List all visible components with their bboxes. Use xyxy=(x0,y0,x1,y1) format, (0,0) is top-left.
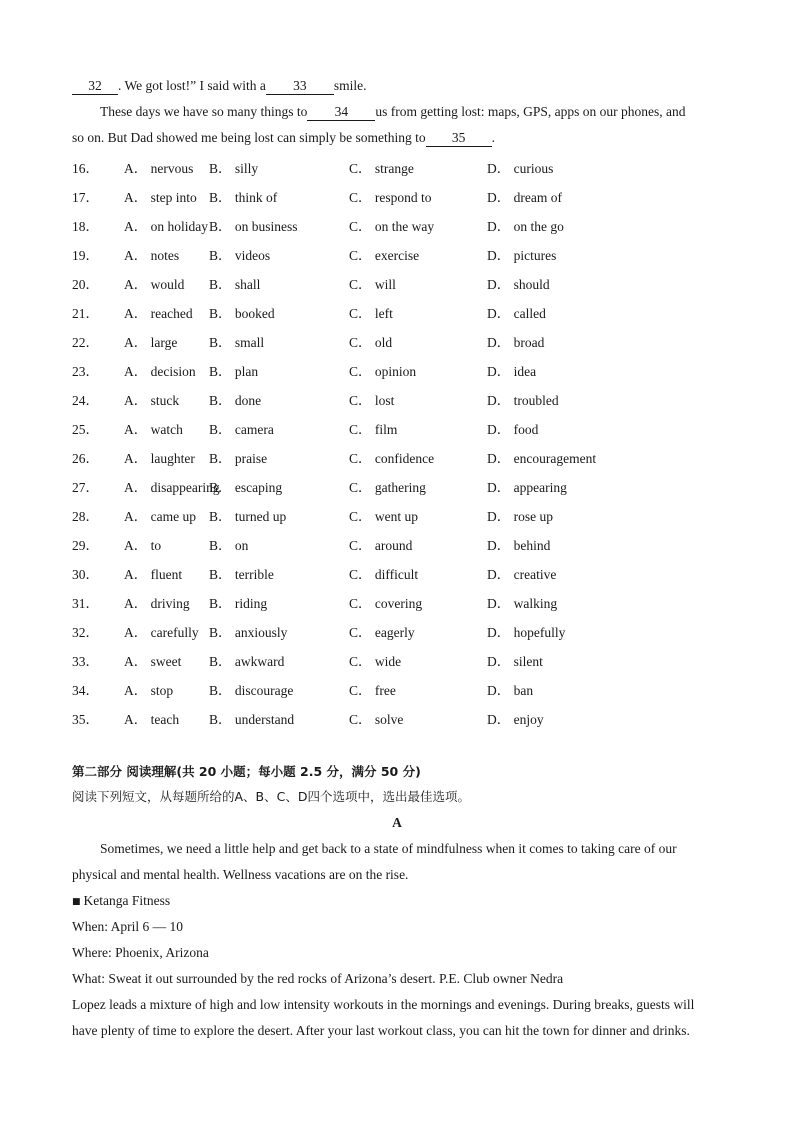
option-d[interactable]: D． should xyxy=(487,277,550,292)
option-b[interactable]: B． small xyxy=(209,335,265,350)
question-number: 28． xyxy=(72,509,99,524)
item-title: Ketanga Fitness xyxy=(83,893,171,908)
option-b[interactable]: B． riding xyxy=(209,596,268,611)
option-a[interactable]: A． large xyxy=(124,335,178,350)
question-row xyxy=(72,299,722,328)
cloze-line-3 xyxy=(72,126,722,150)
passage-label: A xyxy=(392,815,402,830)
option-d[interactable]: D． silent xyxy=(487,654,543,669)
option-c[interactable]: C． will xyxy=(349,277,396,292)
option-b[interactable]: B． camera xyxy=(209,422,274,437)
cloze-text: us from getting lost: maps, GPS, apps on our phones, and xyxy=(375,104,686,119)
option-d[interactable]: D． rose up xyxy=(487,509,553,524)
question-row xyxy=(72,154,722,183)
options-list xyxy=(72,154,722,734)
option-b[interactable]: B． plan xyxy=(209,364,259,379)
question-number: 25． xyxy=(72,422,99,437)
section-heading: 第二部分 阅读理解(共 20 小题；每小题 2.5 分，满分 50 分) xyxy=(72,764,421,779)
item-what-line: Lopez leads a mixture of high and low intensity workouts in the mornings and evenings. During breaks, guests will xyxy=(72,997,695,1012)
item-heading xyxy=(72,888,722,914)
option-a[interactable]: A． step into xyxy=(124,190,197,205)
blank-34[interactable]: 34 xyxy=(307,104,375,121)
question-row xyxy=(72,618,722,647)
option-c[interactable]: C． free xyxy=(349,683,396,698)
question-number: 26． xyxy=(72,451,99,466)
question-row xyxy=(72,473,722,502)
option-d[interactable]: D． walking xyxy=(487,596,558,611)
question-row xyxy=(72,328,722,357)
option-d[interactable]: D． behind xyxy=(487,538,551,553)
blank-35[interactable]: 35 xyxy=(426,130,492,147)
question-number: 22． xyxy=(72,335,99,350)
item-what-line: have plenty of time to explore the desert. After your last workout class, you can hit the town for dinner and drinks. xyxy=(72,1023,690,1038)
question-number: 32． xyxy=(72,625,99,640)
option-c[interactable]: C． eagerly xyxy=(349,625,415,640)
option-d[interactable]: D． enjoy xyxy=(487,712,544,727)
option-a[interactable]: A． nervous xyxy=(124,161,194,176)
option-b[interactable]: B． terrible xyxy=(209,567,274,582)
option-b[interactable]: B． awkward xyxy=(209,654,285,669)
question-row xyxy=(72,415,722,444)
question-row xyxy=(72,212,722,241)
option-c[interactable]: C． opinion xyxy=(349,364,417,379)
question-number: 23． xyxy=(72,364,99,379)
option-b[interactable]: B． booked xyxy=(209,306,275,321)
question-number: 33． xyxy=(72,654,99,669)
option-b[interactable]: B． understand xyxy=(209,712,295,727)
option-c[interactable]: C． went up xyxy=(349,509,418,524)
cloze-text: . We got lost!” I said with a xyxy=(118,78,266,93)
option-d[interactable]: D． dream of xyxy=(487,190,562,205)
question-number: 21． xyxy=(72,306,99,321)
option-a[interactable]: A． on holiday xyxy=(124,219,208,234)
option-b[interactable]: B． done xyxy=(209,393,262,408)
option-c[interactable]: C． respond to xyxy=(349,190,432,205)
question-row xyxy=(72,357,722,386)
question-row xyxy=(72,705,722,734)
option-b[interactable]: B． praise xyxy=(209,451,268,466)
option-c[interactable]: C． film xyxy=(349,422,398,437)
question-row xyxy=(72,560,722,589)
question-number: 34． xyxy=(72,683,99,698)
option-c[interactable]: C． exercise xyxy=(349,248,420,263)
option-b[interactable]: B． turned up xyxy=(209,509,287,524)
item-when: When: April 6 — 10 xyxy=(72,919,183,934)
question-row xyxy=(72,502,722,531)
option-c[interactable]: C． covering xyxy=(349,596,423,611)
option-d[interactable]: D． troubled xyxy=(487,393,559,408)
question-row xyxy=(72,386,722,415)
question-row xyxy=(72,531,722,560)
option-c[interactable]: C． confidence xyxy=(349,451,435,466)
item-where: Where: Phoenix, Arizona xyxy=(72,945,209,960)
option-a[interactable]: A． notes xyxy=(124,248,180,263)
cloze-line-2 xyxy=(72,100,722,124)
option-a[interactable]: A． fluent xyxy=(124,567,183,582)
option-a[interactable]: A． decision xyxy=(124,364,196,379)
option-c[interactable]: C． strange xyxy=(349,161,414,176)
question-number: 24． xyxy=(72,393,99,408)
section-instruction: 阅读下列短文，从每题所给的A、B、C、D四个选项中，选出最佳选项。 xyxy=(72,789,470,804)
option-c[interactable]: C． wide xyxy=(349,654,402,669)
question-number: 35． xyxy=(72,712,99,727)
option-a[interactable]: A． came up xyxy=(124,509,196,524)
passage-intro-line: Sometimes, we need a little help and get back to a state of mindfulness when it comes to taking care of our xyxy=(100,841,677,856)
question-row xyxy=(72,589,722,618)
question-number: 17． xyxy=(72,190,99,205)
question-number: 16． xyxy=(72,161,99,176)
document-page xyxy=(72,74,722,1044)
option-a[interactable]: A． sweet xyxy=(124,654,182,669)
option-c[interactable]: C． difficult xyxy=(349,567,419,582)
option-d[interactable]: D． ban xyxy=(487,683,534,698)
question-row xyxy=(72,676,722,705)
question-row xyxy=(72,647,722,676)
option-d[interactable]: D． idea xyxy=(487,364,537,379)
question-number: 19． xyxy=(72,248,99,263)
question-number: 18． xyxy=(72,219,99,234)
option-a[interactable]: A． stop xyxy=(124,683,174,698)
option-b[interactable]: B． videos xyxy=(209,248,271,263)
option-a[interactable]: A． reached xyxy=(124,306,193,321)
option-d[interactable]: D． encouragement xyxy=(487,451,597,466)
option-d[interactable]: D． on the go xyxy=(487,219,564,234)
option-a[interactable]: A． laughter xyxy=(124,451,195,466)
question-number: 27． xyxy=(72,480,99,495)
question-row xyxy=(72,444,722,473)
option-b[interactable]: B． on business xyxy=(209,219,298,234)
cloze-line-1 xyxy=(72,74,722,98)
option-c[interactable]: C． old xyxy=(349,335,393,350)
question-number: 30． xyxy=(72,567,99,582)
item-what-line: What: Sweat it out surrounded by the red rocks of Arizona’s desert. P.E. Club owner Nedra xyxy=(72,971,564,986)
passage-intro-line: physical and mental health. Wellness vacations are on the rise. xyxy=(72,867,409,882)
blank-33[interactable]: 33 xyxy=(266,78,334,95)
option-b[interactable]: B． on xyxy=(209,538,249,553)
option-d[interactable]: D． curious xyxy=(487,161,554,176)
option-d[interactable]: D． creative xyxy=(487,567,557,582)
option-a[interactable]: A． would xyxy=(124,277,185,292)
option-a[interactable]: A． teach xyxy=(124,712,180,727)
option-b[interactable]: B． think of xyxy=(209,190,278,205)
option-c[interactable]: C． around xyxy=(349,538,413,553)
option-a[interactable]: A． watch xyxy=(124,422,183,437)
option-d[interactable]: D． broad xyxy=(487,335,545,350)
option-a[interactable]: A． carefully xyxy=(124,625,199,640)
question-row xyxy=(72,270,722,299)
cloze-text: These days we have so many things to xyxy=(100,104,308,119)
question-number: 31． xyxy=(72,596,99,611)
option-c[interactable]: C． lost xyxy=(349,393,395,408)
option-c[interactable]: C． solve xyxy=(349,712,404,727)
option-a[interactable]: A． driving xyxy=(124,596,190,611)
option-c[interactable]: C． gathering xyxy=(349,480,426,495)
option-a[interactable]: A． stuck xyxy=(124,393,180,408)
blank-32[interactable]: 32 xyxy=(72,78,118,95)
cloze-text: . xyxy=(491,130,495,145)
option-c[interactable]: C． on the way xyxy=(349,219,435,234)
option-b[interactable]: B． escaping xyxy=(209,480,283,495)
option-d[interactable]: D． called xyxy=(487,306,546,321)
option-d[interactable]: D． food xyxy=(487,422,539,437)
option-c[interactable]: C． left xyxy=(349,306,393,321)
option-d[interactable]: D． appearing xyxy=(487,480,567,495)
option-d[interactable]: D． pictures xyxy=(487,248,557,263)
cloze-text: so on. But Dad showed me being lost can simply be something to xyxy=(72,130,426,145)
option-d[interactable]: D． hopefully xyxy=(487,625,566,640)
option-b[interactable]: B． discourage xyxy=(209,683,294,698)
square-bullet-icon: ■ xyxy=(72,897,81,907)
question-number: 20． xyxy=(72,277,99,292)
option-b[interactable]: B． shall xyxy=(209,277,261,292)
question-row xyxy=(72,183,722,212)
option-a[interactable]: A． to xyxy=(124,538,162,553)
option-a[interactable]: A． disappearing xyxy=(124,480,220,495)
cloze-text: smile. xyxy=(333,78,367,93)
option-b[interactable]: B． anxiously xyxy=(209,625,288,640)
option-b[interactable]: B． silly xyxy=(209,161,259,176)
question-number: 29． xyxy=(72,538,99,553)
question-row xyxy=(72,241,722,270)
